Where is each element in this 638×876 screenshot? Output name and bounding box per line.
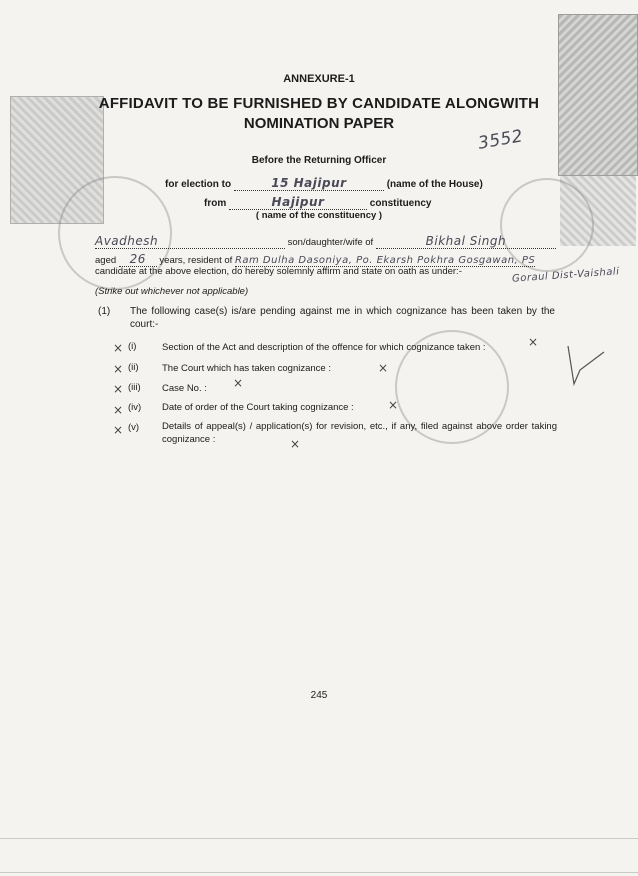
section-1-text: The following case(s) is/are pending against me in which cognizance has been taken by the court:- — [130, 306, 555, 330]
item-iii-text: Case No. : — [162, 383, 207, 394]
cross-mark: × — [113, 382, 124, 396]
item-iv-text: Date of order of the Court taking cognizance : — [162, 402, 354, 413]
page-number: 245 — [310, 690, 328, 701]
from-label: from — [204, 198, 227, 209]
title-line-1: AFFIDAVIT TO BE FURNISHED BY CANDIDATE ALONGWITH — [98, 95, 540, 112]
candidate-statement: candidate at the above election, do hereby solemnly affirm and state on oath as under:- — [95, 266, 462, 277]
constituency-note: ( name of the constituency ) — [255, 210, 383, 221]
title-line-2: NOMINATION PAPER — [243, 115, 395, 132]
residence-continuation: Goraul Dist-Vaishali — [511, 266, 620, 285]
declarant-name: Avadhesh — [95, 234, 285, 249]
constituency-line — [204, 195, 431, 210]
years-resident-label: years, resident of — [159, 255, 233, 266]
aged-label: aged — [95, 255, 117, 266]
declarant-line — [95, 234, 556, 249]
constituency-suffix: constituency — [369, 198, 432, 209]
house-name-value: 15 Hajipur — [234, 176, 384, 191]
item-ii-text: The Court which has taken cognizance : — [162, 363, 331, 374]
cross-mark: × — [113, 341, 124, 355]
annexure-label: ANNEXURE-1 — [283, 73, 355, 85]
cross-mark: × — [113, 362, 124, 376]
item-i-number: (i) — [128, 341, 137, 352]
scan-artifact-line — [0, 872, 638, 873]
house-suffix: (name of the House) — [386, 179, 483, 190]
constituency-value: Hajipur — [229, 195, 367, 210]
item-iv-number: (iv) — [128, 402, 142, 413]
item-ii-number: (ii) — [128, 362, 139, 373]
cross-mark: × — [290, 437, 301, 451]
strike-out-note: (Strike out whichever not applicable) — [95, 286, 249, 297]
relation-label: son/daughter/wife of — [287, 237, 374, 248]
scan-artifact-line — [0, 838, 638, 839]
cross-mark: × — [113, 423, 124, 437]
father-name: Bikhal Singh — [376, 234, 556, 249]
residence-value: Ram Dulha Dasoniya, Po. Ekarsh Pokhra Gosgawan, PS — [234, 255, 536, 266]
item-v-number: (v) — [128, 422, 140, 433]
item-v-text: Details of appeal(s) / application(s) for revision, etc., if any, filed against above order taking cognizance : — [162, 421, 557, 445]
election-prefix: for election to — [165, 179, 232, 190]
section-1-number: (1) — [98, 306, 111, 317]
cross-mark: × — [378, 361, 389, 375]
item-iii-number: (iii) — [128, 382, 141, 393]
residence-line — [95, 252, 535, 267]
handwritten-stamp-number: 3552 — [476, 126, 525, 154]
margin-scribble-icon — [560, 340, 608, 390]
item-i-text: Section of the Act and description of the offence for which cognizance taken : — [162, 342, 486, 353]
before-returning-officer: Before the Returning Officer — [251, 155, 387, 166]
cross-mark: × — [233, 376, 244, 390]
age-value: 26 — [119, 252, 157, 267]
election-line — [165, 176, 483, 191]
cross-mark: × — [113, 403, 124, 417]
cross-mark: × — [528, 335, 539, 349]
cross-mark: × — [388, 398, 399, 412]
